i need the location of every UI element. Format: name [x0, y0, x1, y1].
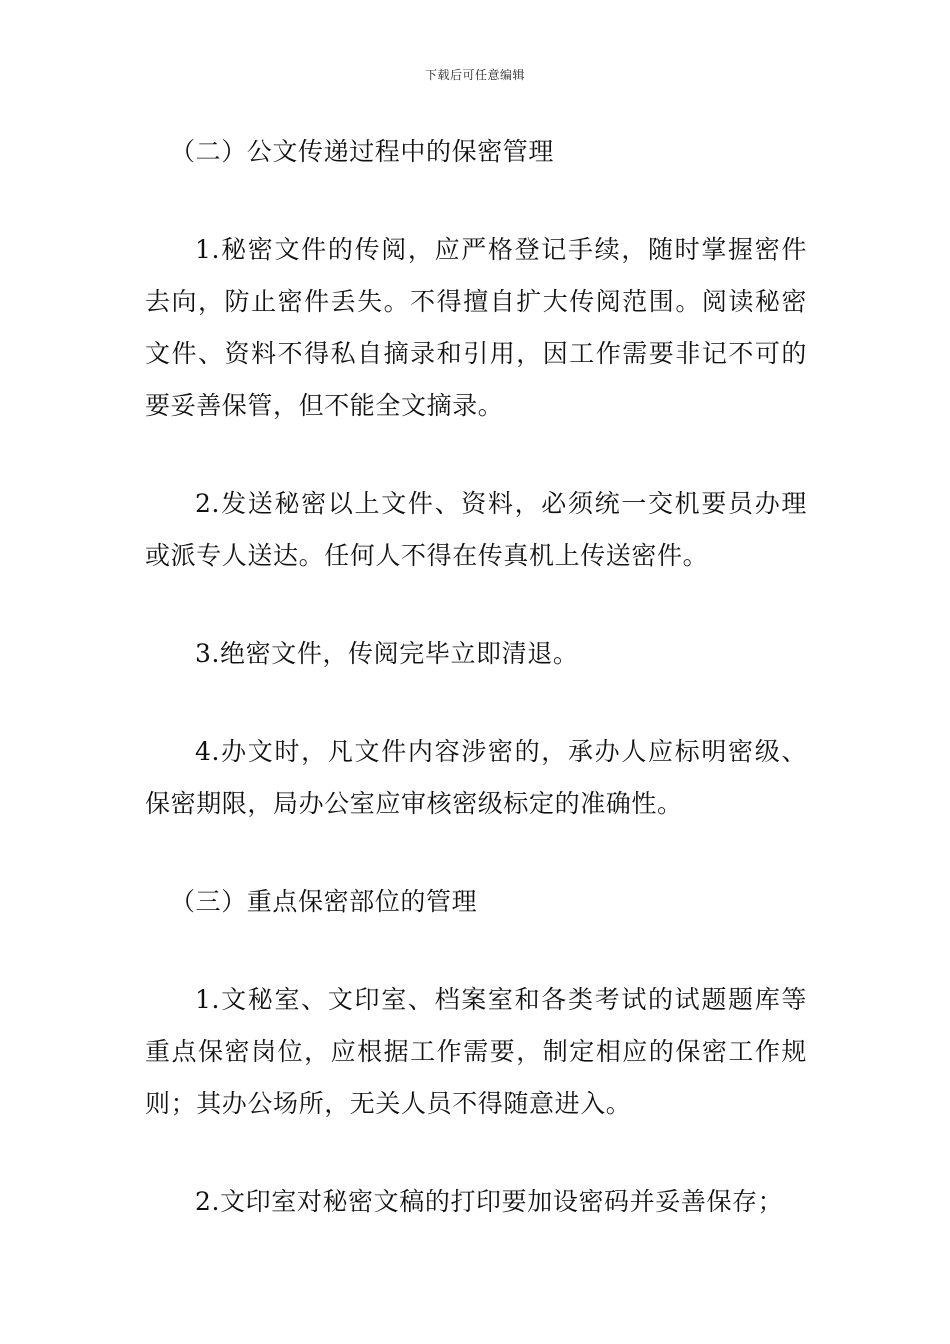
paragraph-item: 3.绝密文件，传阅完毕立即清退。 — [195, 639, 579, 668]
spacer — [145, 830, 807, 876]
header-note: 下载后可任意编辑 — [424, 68, 525, 82]
section-two-heading: （二）公文传递过程中的保密管理 — [170, 137, 555, 166]
paragraph-item: 1.文秘室、文印室、档案室和各类考试的试题题库等重点保密岗位，应根据工作需要，制定相应的保密工作规则；其办公场所，无关人员不得随意进入。 — [145, 985, 807, 1118]
paragraph-item: 2.发送秘密以上文件、资料，必须统一交机要员办理或派专人送达。任何人不得在传真机上传送密件。 — [145, 489, 807, 570]
spacer — [145, 928, 807, 974]
paragraph-item: 2.文印室对秘密文稿的打印要加设密码并妥善保存； — [195, 1187, 784, 1216]
spacer — [145, 1130, 807, 1176]
spacer — [145, 582, 807, 628]
paragraph-item: 4.办文时，凡文件内容涉密的，承办人应标明密级、保密期限，局办公室应审核密级标定的准确性。 — [145, 737, 807, 818]
spacer — [145, 178, 807, 224]
spacer — [145, 432, 807, 478]
section-three-heading: （三）重点保密部位的管理 — [170, 887, 478, 916]
spacer — [145, 680, 807, 726]
paragraph-item: 1.秘密文件的传阅，应严格登记手续，随时掌握密件去向，防止密件丢失。不得擅自扩大传阅范围。阅读秘密文件、资料不得私自摘录和引用，因工作需要非记不可的要妥善保管，但不能全文摘录。 — [145, 235, 807, 420]
document-body — [145, 126, 807, 1228]
